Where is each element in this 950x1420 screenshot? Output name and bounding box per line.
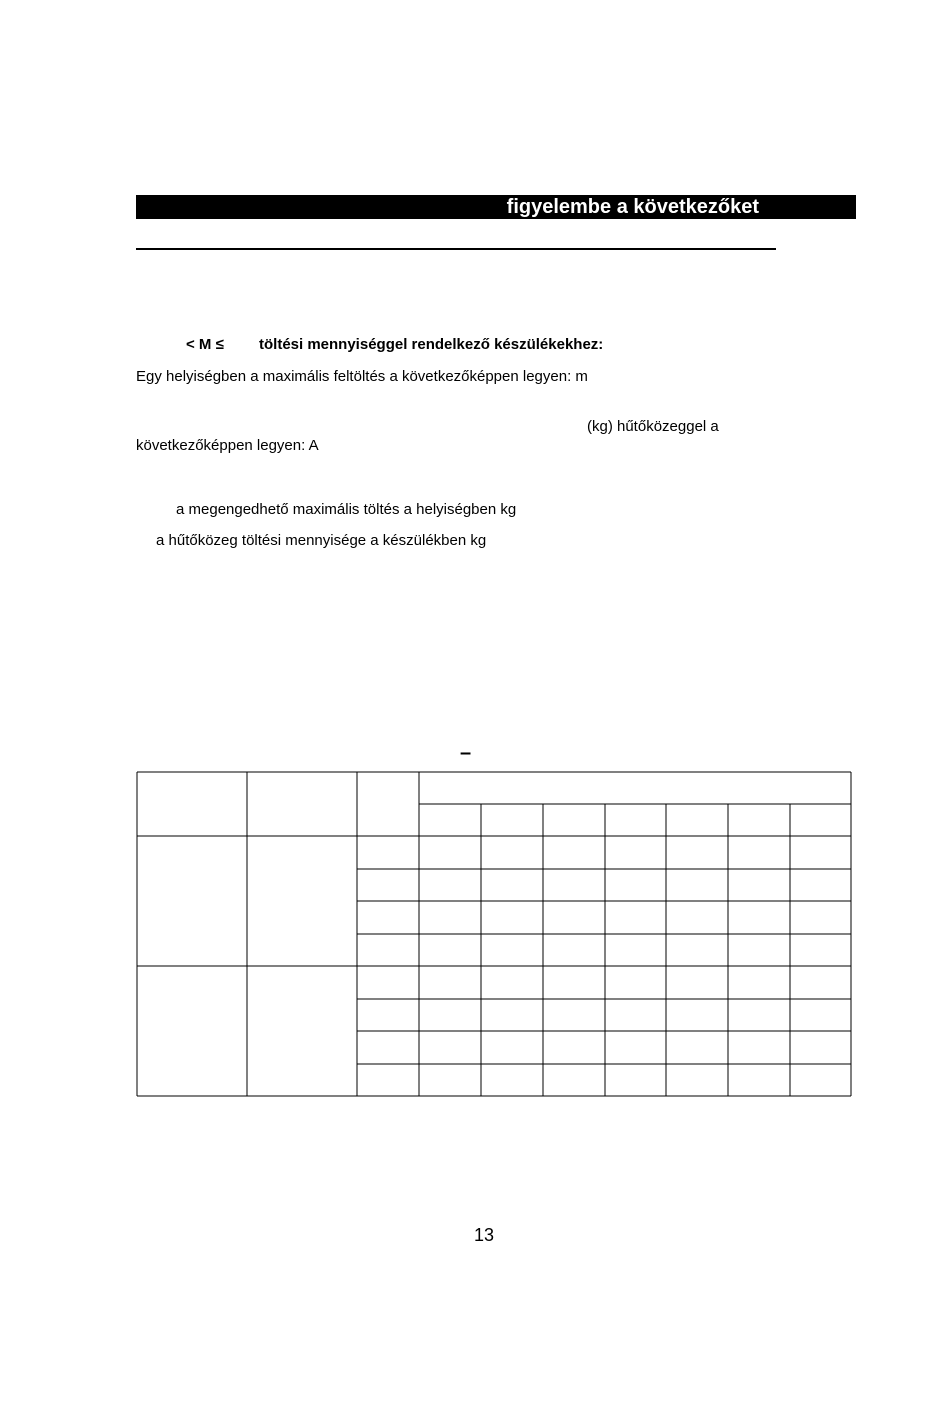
definition-refrigerant-charge: a hűtőközeg töltési mennyisége a készülékben kg bbox=[156, 532, 487, 549]
subsection-heading: töltési mennyiséggel rendelkező készülékekhez: bbox=[259, 336, 604, 353]
definition-max-charge: a megengedhető maximális töltés a helyiségben kg bbox=[176, 501, 517, 518]
page-number: 13 bbox=[473, 1225, 495, 1245]
section-header-title: figyelembe a következőket bbox=[506, 196, 759, 218]
paragraph-line-1: Egy helyiségben a maximális feltöltés a következőképpen legyen: m bbox=[136, 368, 588, 385]
heading-prefix: < M ≤ bbox=[186, 336, 224, 353]
paragraph-line-2: (kg) hűtőközeggel a bbox=[587, 418, 719, 435]
paragraph-line-3: következőképpen legyen: A bbox=[136, 437, 319, 454]
table-caption-mark: – bbox=[460, 742, 472, 764]
